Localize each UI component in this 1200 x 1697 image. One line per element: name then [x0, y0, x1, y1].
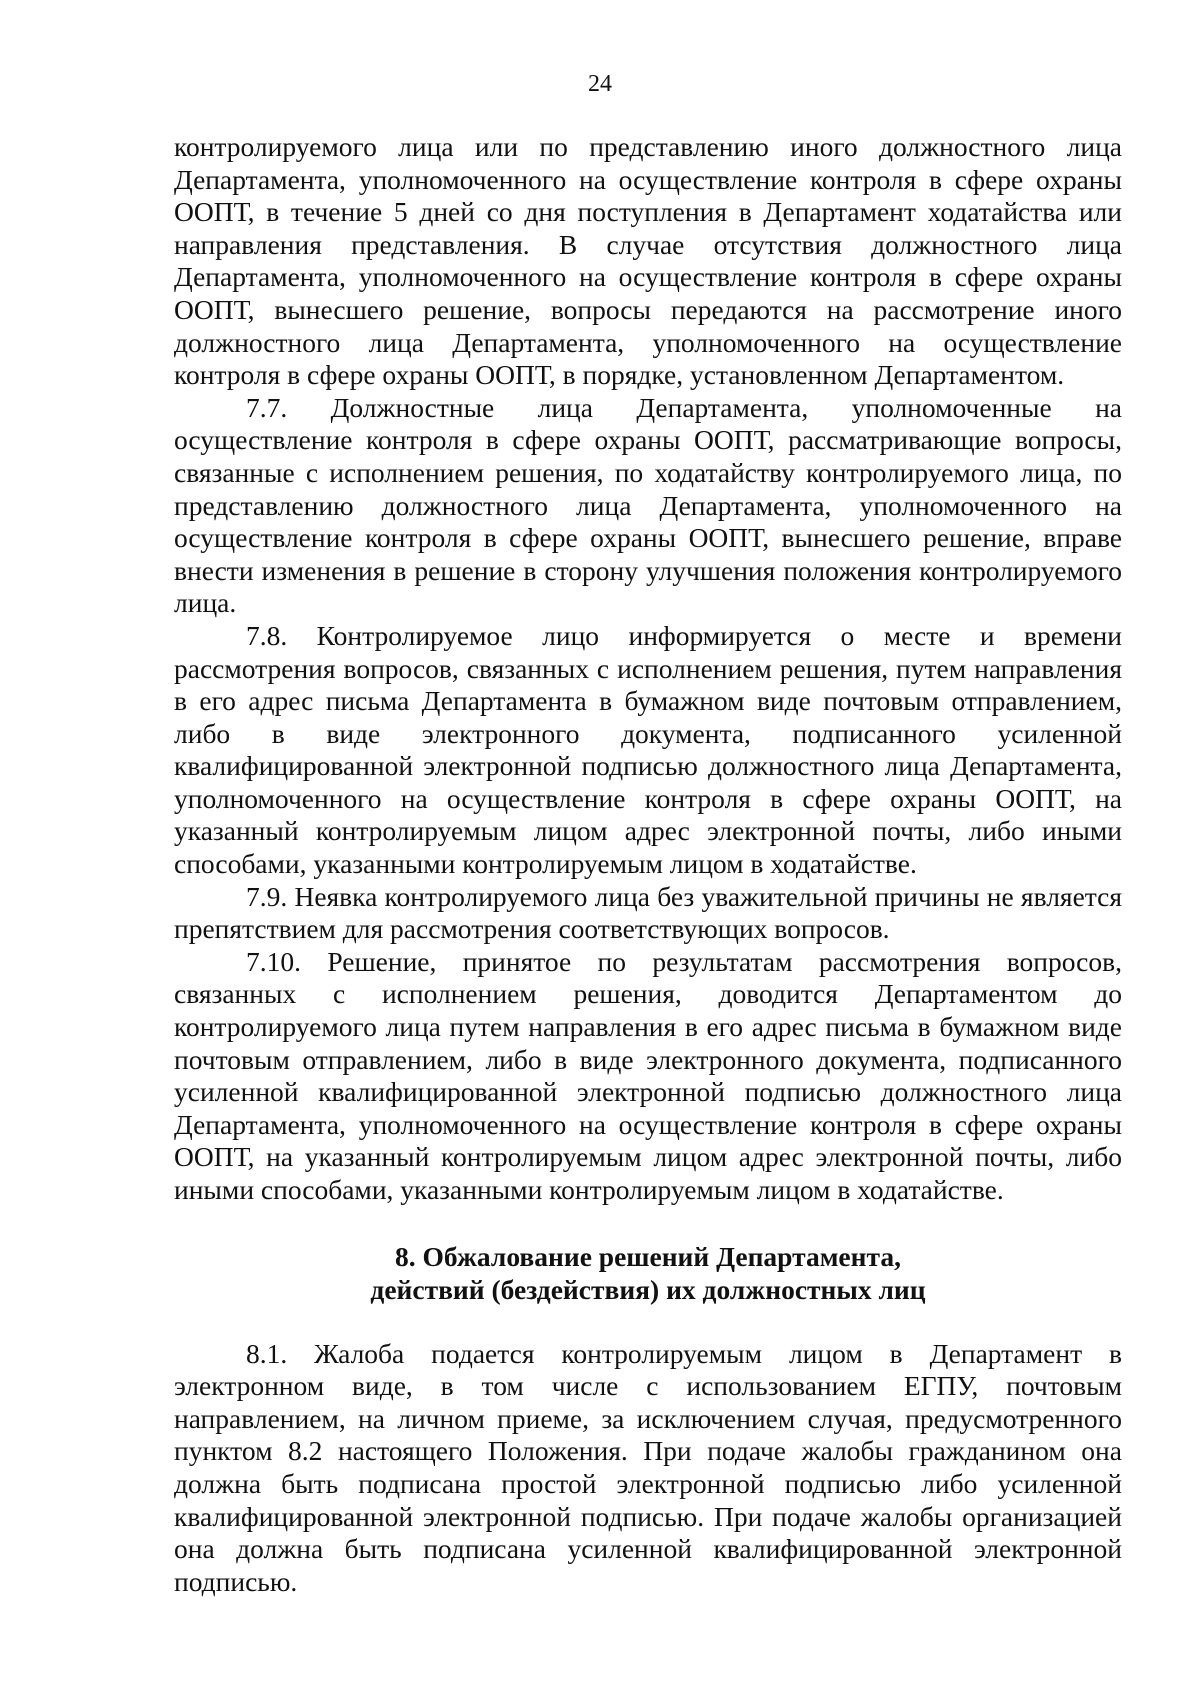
document-body: [174, 131, 1122, 1598]
paragraph-continuation: контролируемого лица или по представлению иного должностного лица Департамента, уполномоченного на осуществление контроля в сфере охраны ООПТ, в течение 5 дней со дня поступления в Департамент ходатайства или направления представления. В случае отсутствия должностного лица Департамента, уполномоченного на осуществление контроля в сфере охраны ООПТ, вынесшего решение, вопросы передаются на рассмотрение иного должностного лица Департамента, уполномоченного на осуществление контроля в сфере охраны ООПТ, в порядке, установленном Департаментом.: [174, 131, 1122, 391]
paragraph-7-7: 7.7. Должностные лица Департамента, уполномоченные на осуществление контроля в сфере охраны ООПТ, рассматривающие вопросы, связанные с исполнением решения, по ходатайству контролируемого лица, по представлению должностного лица Департамента, уполномоченного на осуществление контроля в сфере охраны ООПТ, вынесшего решение, вправе внести изменения в решение в сторону улучшения положения контролируемого лица.: [174, 391, 1122, 619]
section-heading-line-1: 8. Обжалование решений Департамента,: [395, 1240, 901, 1272]
page-number: 24: [588, 71, 612, 97]
paragraph-7-9: 7.9. Неявка контролируемого лица без уважительной причины не является препятствием для рассмотрения соответствующих вопросов.: [174, 880, 1122, 945]
section-heading-line-2: действий (бездействия) их должностных лиц: [370, 1273, 926, 1305]
paragraph-8-1: 8.1. Жалоба подается контролируемым лицом в Департамент в электронном виде, в том числе с использованием ЕГПУ, почтовым направлением, на личном приеме, за исключением случая, предусмотренного пунктом 8.2 настоящего Положения. При подаче жалобы гражданином она должна быть подписана простой электронной подписью либо усиленной квалифицированной электронной подписью. При подаче жалобы организацией она должна быть подписана усиленной квалифицированной электронной подписью.: [174, 1337, 1122, 1597]
section-heading: [174, 1240, 1122, 1306]
paragraph-7-8: 7.8. Контролируемое лицо информируется о месте и времени рассмотрения вопросов, связанных с исполнением решения, путем направления в его адрес письма Департамента в бумажном виде почтовым отправлением, либо в виде электронного документа, подписанного усиленной квалифицированной электронной подписью должностного лица Департамента, уполномоченного на осуществление контроля в сфере охраны ООПТ, на указанный контролируемым лицом адрес электронной почты, либо иными способами, указанными контролируемым лицом в ходатайстве.: [174, 619, 1122, 880]
paragraph-7-10: 7.10. Решение, принятое по результатам рассмотрения вопросов, связанных с исполнением решения, доводится Департаментом до контролируемого лица путем направления в его адрес письма в бумажном виде почтовым отправлением, либо в виде электронного документа, подписанного усиленной квалифицированной электронной подписью должностного лица Департамента, уполномоченного на осуществление контроля в сфере охраны ООПТ, на указанный контролируемым лицом адрес электронной почты, либо иными способами, указанными контролируемым лицом в ходатайстве.: [174, 945, 1122, 1205]
